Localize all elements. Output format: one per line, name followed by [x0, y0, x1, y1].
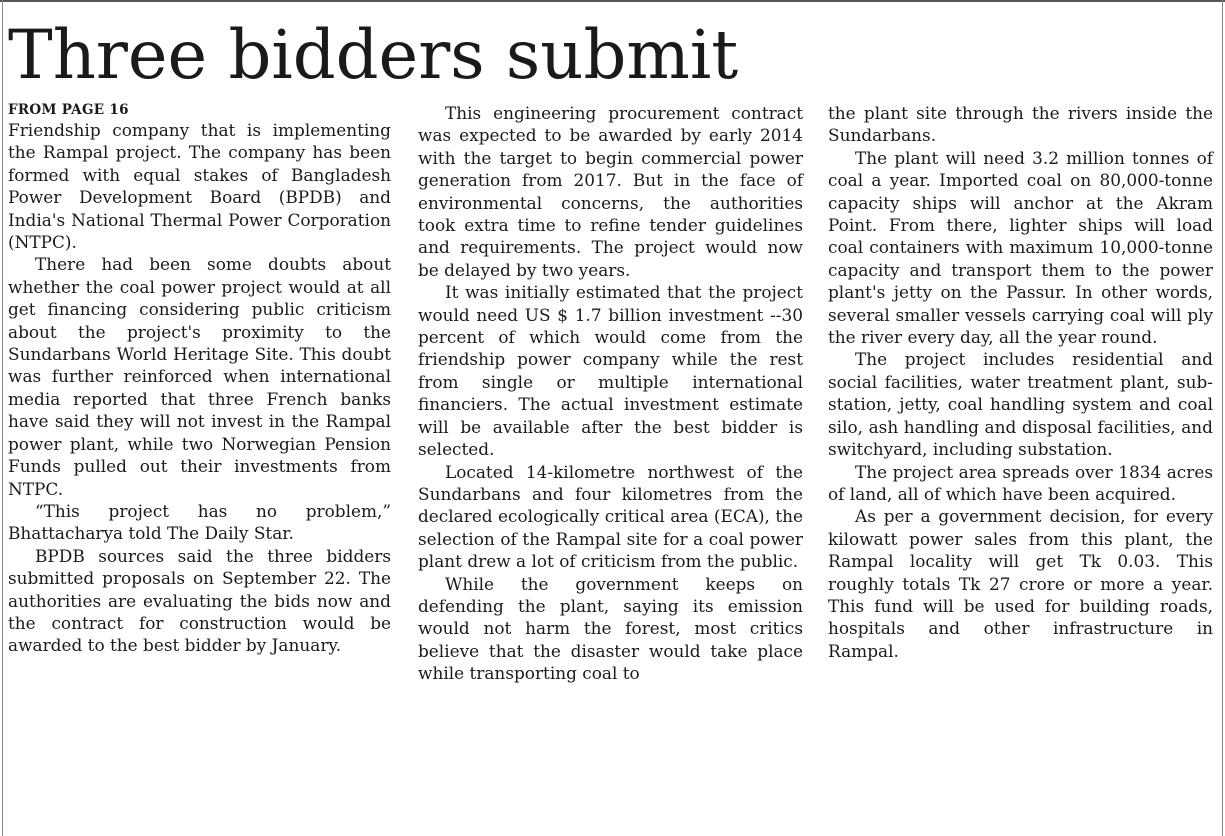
article-column-1 [8, 101, 391, 657]
paragraph: It was initially estimated that the project would need US $ 1.7 billion investment --30 percent of which would come from the friendship power company while the rest from single or multiple international financiers. The actual investment estimate will be available after the best bidder is selected. [418, 282, 803, 460]
paragraph: This engineering procurement contract was expected to be awarded by early 2014 with the target to begin commercial power generation from 2017. But in the face of environmental concerns, the authorities took extra time to refine tender guidelines and requirements. The project would now be delayed by two years. [418, 103, 803, 280]
article-column-3 [828, 102, 1213, 662]
paragraph: There had been some doubts about whether the coal power project would at all get financing considering public criticism about the project's proximity to the Sundarbans World Heritage Site. This doubt was further reinforced when international media reported that three French banks have said they will not invest in the Rampal power plant, while two Norwegian Pension Funds pulled out their investments from NTPC. [8, 254, 391, 499]
left-rule [2, 0, 3, 836]
paragraph: the plant site through the rivers inside the Sundarbans. [828, 103, 1213, 146]
paragraph: BPDB sources said the three bidders submitted proposals on September 22. The authorities are evaluating the bids now and the contract for construction would be awarded to the best bidder by January. [8, 545, 391, 656]
jump-line: FROM PAGE 16 [8, 102, 129, 118]
top-rule [0, 0, 1225, 2]
paragraph: Located 14-kilometre northwest of the Sundarbans and four kilometres from the declared ecologically critical area (ECA), the selection of the Rampal site for a coal power plant drew a lot of criticism from the public. [418, 461, 803, 572]
paragraph: Friendship company that is implementing the Rampal project. The company has been formed with equal stakes of Bangladesh Power Development Board (BPDB) and India's National Thermal Power Corporation (NTPC). [8, 120, 391, 253]
paragraph: The project includes residential and social facilities, water treatment plant, sub-station, jetty, coal handling system and coal silo, ash handling and disposal facilities, and switchyard, including substation. [828, 349, 1213, 460]
paragraph: As per a government decision, for every kilowatt power sales from this plant, the Rampal locality will get Tk 0.03. This roughly totals Tk 27 crore or more a year. This fund will be used for building roads, hospitals and other infrastructure in Rampal. [828, 506, 1213, 661]
paragraph: The plant will need 3.2 million tonnes of coal a year. Imported coal on 80,000-tonne capacity ships will anchor at the Akram Point. From there, lighter ships will load coal containers with maximum 10,000-tonne capacity and transport them to the power plant's jetty on the Passur. In other words, several smaller vessels carrying coal will ply the river every day, all the year round. [828, 147, 1213, 348]
article-column-2 [418, 102, 803, 685]
paragraph: “This project has no problem,” Bhattacharya told The Daily Star. [8, 500, 391, 544]
paragraph: The project area spreads over 1834 acres of land, all of which have been acquired. [828, 461, 1213, 504]
paragraph: While the government keeps on defending the plant, saying its emission would not harm the forest, most critics believe that the disaster would take place while transporting coal to [418, 573, 803, 684]
right-rule [1222, 0, 1223, 836]
headline: Three bidders submit [8, 16, 739, 94]
